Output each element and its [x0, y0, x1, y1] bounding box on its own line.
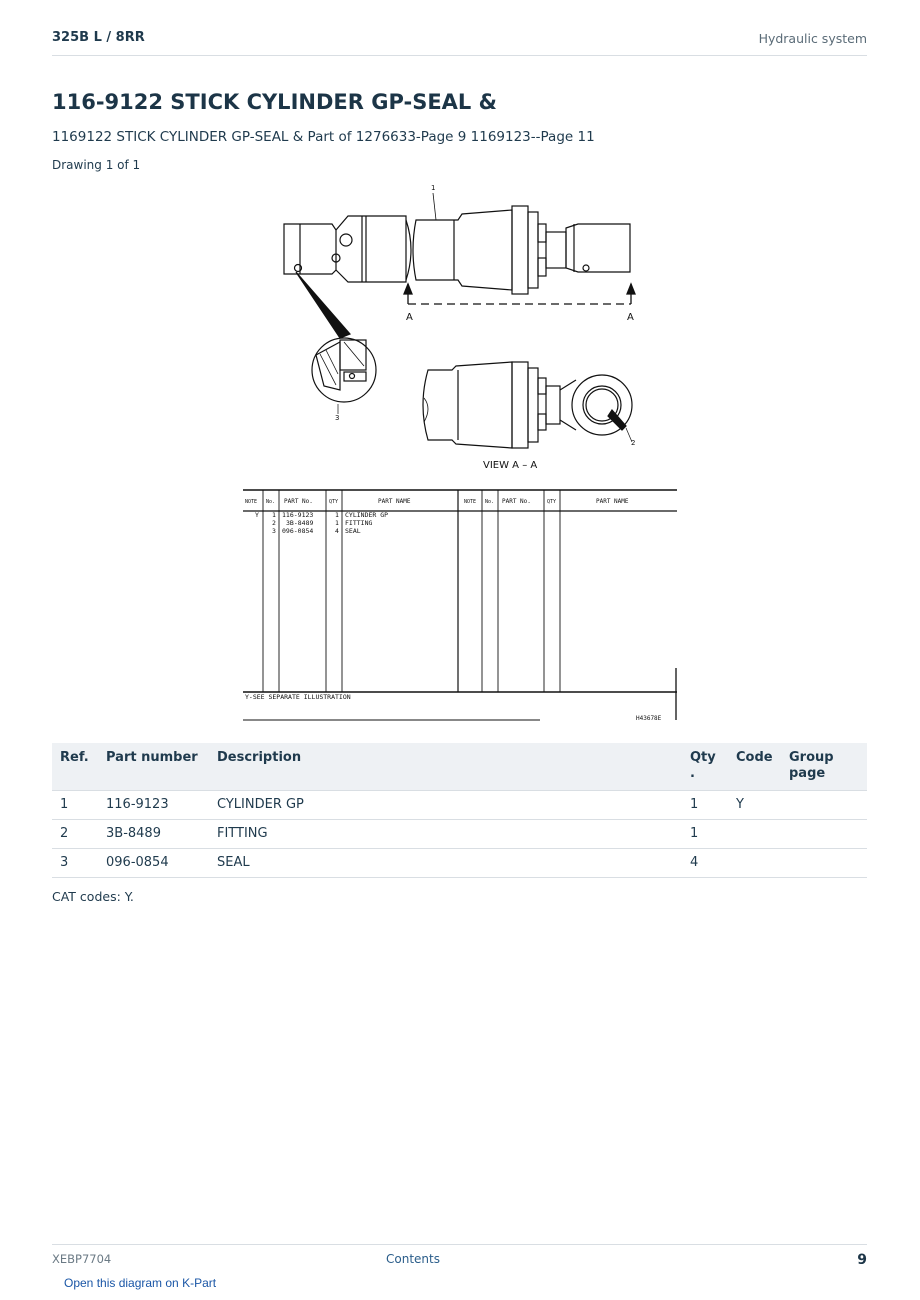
- scan-header-part-name: PART NAME: [378, 498, 411, 505]
- drawing-number: H43678E: [636, 715, 662, 722]
- drawing-counter: Drawing 1 of 1: [52, 158, 141, 172]
- cell-qty: 1: [682, 791, 728, 820]
- cell-description: FITTING: [209, 820, 682, 849]
- page-subtitle: 1169122 STICK CYLINDER GP-SEAL & Part of 1276633-Page 9 1169123--Page 11: [52, 129, 595, 145]
- scan-row-part: 3B-8489: [286, 519, 314, 527]
- open-kpart-link[interactable]: Open this diagram on K-Part: [64, 1276, 217, 1290]
- scan-row-part: 096-0854: [282, 527, 314, 535]
- scan-row-name: SEAL: [345, 527, 361, 535]
- contents-link[interactable]: Contents: [386, 1252, 440, 1266]
- parts-diagram: [240, 180, 680, 730]
- cell-qty: 4: [682, 849, 728, 878]
- cell-part-number: 096-0854: [98, 849, 209, 878]
- scan-table-rows: [255, 511, 388, 535]
- cell-part-number: 3B-8489: [98, 820, 209, 849]
- cell-ref: 1: [52, 791, 98, 820]
- cylinder-end-view: [423, 362, 632, 448]
- cell-group-page: [781, 791, 867, 820]
- scan-row-qty: 1: [335, 511, 339, 519]
- header-ref: Ref.: [52, 743, 98, 791]
- scan-row-no: 3: [272, 527, 276, 535]
- page-header: [52, 28, 867, 56]
- callout-1: 1: [431, 184, 436, 192]
- header-description: Description: [209, 743, 682, 791]
- view-label: VIEW A – A: [483, 460, 538, 471]
- callout-2: 2: [631, 439, 636, 447]
- table-header-row: [52, 743, 867, 791]
- parts-table: [52, 743, 867, 878]
- scan-header-part-name-2: PART NAME: [596, 498, 629, 505]
- scan-header-no: No.: [266, 499, 276, 505]
- scan-header-part-no-2: PART No.: [502, 498, 531, 505]
- section-label: Hydraulic system: [758, 31, 867, 46]
- page-title: 116-9122 STICK CYLINDER GP-SEAL &: [52, 90, 497, 114]
- scan-header-no-2: No.: [485, 499, 495, 505]
- cell-qty: 1: [682, 820, 728, 849]
- table-row: [52, 820, 867, 849]
- document-id: XEBP7704: [52, 1252, 112, 1266]
- header-code: Code: [728, 743, 781, 791]
- header-group-page: Group page: [781, 743, 867, 791]
- cell-ref: 2: [52, 820, 98, 849]
- cell-description: SEAL: [209, 849, 682, 878]
- section-mark-left: A: [406, 312, 413, 323]
- cylinder-side-view: [284, 206, 630, 294]
- scan-row-part: 116-9123: [282, 511, 314, 519]
- scan-table-footnote: Y-SEE SEPARATE ILLUSTRATION: [245, 693, 351, 701]
- table-row: [52, 791, 867, 820]
- header-part-number: Part number: [98, 743, 209, 791]
- page-number: 9: [857, 1252, 867, 1268]
- callout-3: 3: [335, 414, 340, 422]
- footer-divider: [52, 1244, 867, 1245]
- scan-header-part-no: PART No.: [284, 498, 313, 505]
- scan-table-headers: [245, 498, 629, 505]
- scan-row-qty: 4: [335, 527, 339, 535]
- scan-row-note: Y: [255, 511, 259, 519]
- scan-row-no: 1: [272, 511, 276, 519]
- cell-code: [728, 820, 781, 849]
- cell-group-page: [781, 820, 867, 849]
- cell-description: CYLINDER GP: [209, 791, 682, 820]
- cat-codes-note: CAT codes: Y.: [52, 889, 134, 904]
- table-row: [52, 849, 867, 878]
- header-qty: Qty .: [682, 743, 728, 791]
- cell-ref: 3: [52, 849, 98, 878]
- cell-group-page: [781, 849, 867, 878]
- model-label: 325B L / 8RR: [52, 30, 145, 45]
- section-mark-right: A: [627, 312, 634, 323]
- cell-code: [728, 849, 781, 878]
- cell-part-number: 116-9123: [98, 791, 209, 820]
- cell-code: Y: [728, 791, 781, 820]
- scan-row-name: FITTING: [345, 519, 373, 527]
- seal-detail-view: [296, 272, 376, 414]
- scan-header-qty: QTY: [329, 499, 339, 505]
- scan-row-qty: 1: [335, 519, 339, 527]
- scan-header-note-2: NOTE: [464, 499, 477, 505]
- scan-header-note: NOTE: [245, 499, 258, 505]
- scan-row-no: 2: [272, 519, 276, 527]
- scan-row-name: CYLINDER GP: [345, 511, 389, 519]
- scan-header-qty-2: QTY: [547, 499, 557, 505]
